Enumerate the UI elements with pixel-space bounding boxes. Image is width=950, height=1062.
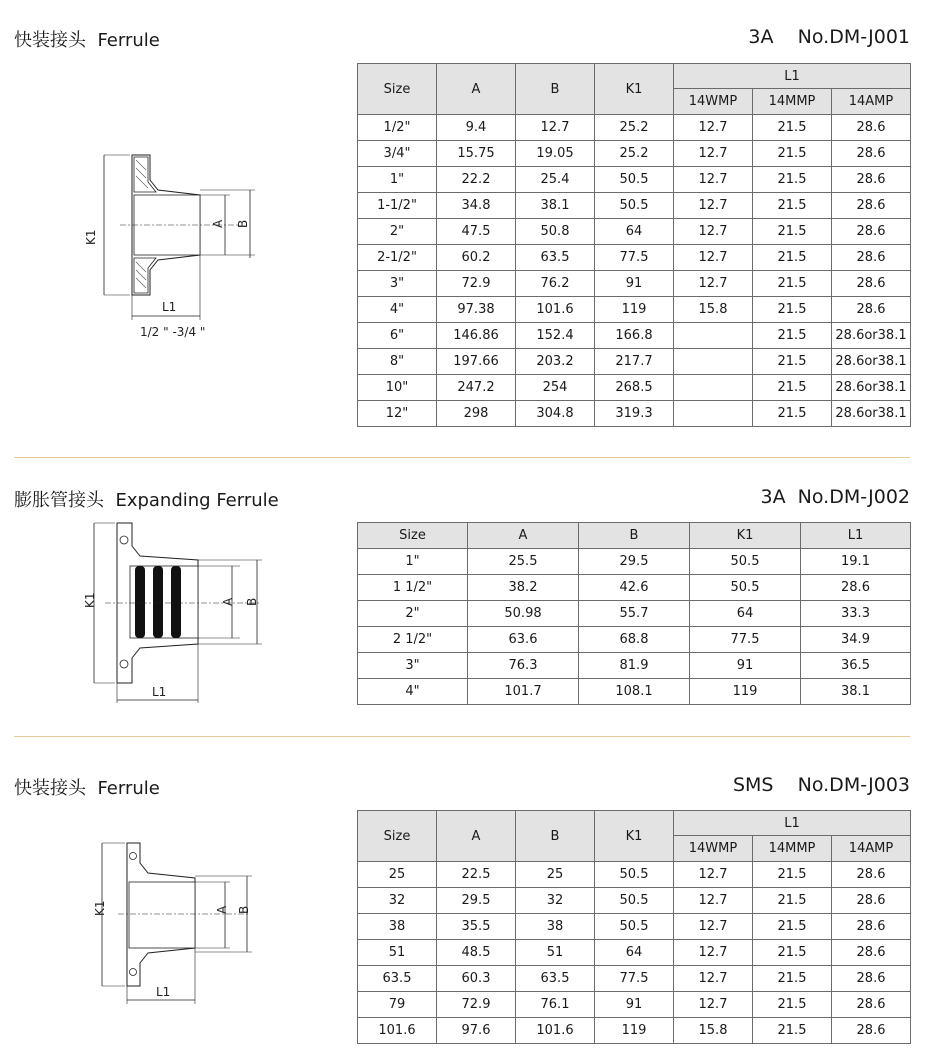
table-cell: 19.1 — [801, 549, 911, 575]
header-a: A — [468, 523, 579, 549]
table-cell: 51 — [516, 940, 595, 966]
table-row — [358, 992, 911, 1018]
table-cell: 146.86 — [437, 323, 516, 349]
table-cell: 21.5 — [753, 992, 832, 1018]
table-cell: 4" — [358, 297, 437, 323]
table-cell: 25.4 — [516, 167, 595, 193]
b-label-1: B — [236, 219, 250, 228]
k1-label-2: K1 — [83, 592, 97, 608]
table-row — [358, 627, 911, 653]
table-cell: 21.5 — [753, 966, 832, 992]
header-size: Size — [358, 64, 437, 115]
table-cell: 21.5 — [753, 167, 832, 193]
table-cell: 1-1/2" — [358, 193, 437, 219]
table-cell: 50.98 — [468, 601, 579, 627]
table-row — [358, 193, 911, 219]
table-row — [358, 679, 911, 705]
table-cell: 76.2 — [516, 271, 595, 297]
table-cell: 63.5 — [516, 966, 595, 992]
section-3-title: 快装接头 Ferrule — [14, 778, 160, 799]
table-cell: 19.05 — [516, 141, 595, 167]
ferrule-drawing-3 — [90, 838, 270, 1008]
table-row — [358, 115, 911, 141]
table-row — [358, 862, 911, 888]
header-l1: L1 — [674, 64, 911, 89]
table-cell: 9.4 — [437, 115, 516, 141]
table-cell: 21.5 — [753, 888, 832, 914]
table-cell: 97.38 — [437, 297, 516, 323]
header-k1: K1 — [595, 811, 674, 862]
table-cell: 2 1/2" — [358, 627, 468, 653]
table-cell: 28.6 — [832, 271, 911, 297]
header-l1: L1 — [801, 523, 911, 549]
table-cell: 51 — [358, 940, 437, 966]
table-cell: 28.6 — [832, 167, 911, 193]
table-cell: 64 — [690, 601, 801, 627]
table-cell: 28.6 — [832, 193, 911, 219]
table-cell: 21.5 — [753, 297, 832, 323]
table-cell: 38 — [358, 914, 437, 940]
table-cell: 33.3 — [801, 601, 911, 627]
table-cell: 12.7 — [674, 966, 753, 992]
table-row — [358, 245, 911, 271]
table-cell: 2" — [358, 219, 437, 245]
table-cell: 12.7 — [674, 115, 753, 141]
header-14wmp: 14WMP — [674, 89, 753, 115]
table-cell: 22.2 — [437, 167, 516, 193]
table-cell: 298 — [437, 401, 516, 427]
table-cell: 2-1/2" — [358, 245, 437, 271]
table-cell: 28.6or38.1 — [832, 323, 911, 349]
section-2-title: 膨胀管接头 Expanding Ferrule — [14, 490, 279, 511]
table-cell: 21.5 — [753, 245, 832, 271]
table-cell: 28.6 — [832, 245, 911, 271]
table-cell: 15.75 — [437, 141, 516, 167]
table-cell: 8" — [358, 349, 437, 375]
table-cell: 1/2" — [358, 115, 437, 141]
table-cell: 63.6 — [468, 627, 579, 653]
header-14wmp: 14WMP — [674, 836, 753, 862]
table-row — [358, 601, 911, 627]
gasket-ring-1 — [135, 566, 145, 638]
header-b: B — [516, 811, 595, 862]
table-cell: 28.6or38.1 — [832, 401, 911, 427]
table-cell: 101.6 — [358, 1018, 437, 1044]
table-cell: 35.5 — [437, 914, 516, 940]
table-cell: 50.5 — [595, 193, 674, 219]
b-label-3: B — [237, 905, 251, 914]
table-cell: 50.8 — [516, 219, 595, 245]
table-cell: 72.9 — [437, 992, 516, 1018]
table-cell: 55.7 — [579, 601, 690, 627]
table-cell: 21.5 — [753, 375, 832, 401]
table-row — [358, 297, 911, 323]
table-cell: 28.6 — [832, 992, 911, 1018]
table-cell: 76.1 — [516, 992, 595, 1018]
table-cell: 60.3 — [437, 966, 516, 992]
table-cell: 2" — [358, 601, 468, 627]
header-b: B — [579, 523, 690, 549]
section-1-title: 快装接头 Ferrule — [14, 30, 160, 51]
table-cell: 152.4 — [516, 323, 595, 349]
header-a: A — [437, 64, 516, 115]
header-k1: K1 — [595, 64, 674, 115]
table-cell: 12.7 — [674, 888, 753, 914]
spec-table-1 — [357, 63, 911, 427]
table-cell: 21.5 — [753, 141, 832, 167]
table-cell: 247.2 — [437, 375, 516, 401]
table-cell: 21.5 — [753, 1018, 832, 1044]
table-row — [358, 349, 911, 375]
table-cell: 21.5 — [753, 271, 832, 297]
table-row — [358, 914, 911, 940]
table-cell: 12.7 — [674, 167, 753, 193]
header-l1: L1 — [674, 811, 911, 836]
table-cell: 28.6or38.1 — [832, 349, 911, 375]
table-cell: 108.1 — [579, 679, 690, 705]
header-k1: K1 — [690, 523, 801, 549]
table-cell: 63.5 — [516, 245, 595, 271]
table-cell: 63.5 — [358, 966, 437, 992]
table-cell: 21.5 — [753, 349, 832, 375]
table-cell: 12.7 — [674, 219, 753, 245]
table-cell: 50.5 — [595, 167, 674, 193]
table-cell — [674, 349, 753, 375]
table-cell: 304.8 — [516, 401, 595, 427]
l1-label-1: L1 — [162, 300, 177, 314]
table-cell: 91 — [595, 271, 674, 297]
table-cell: 28.6 — [832, 862, 911, 888]
table-cell: 3" — [358, 271, 437, 297]
table-cell: 77.5 — [690, 627, 801, 653]
table-cell: 28.6 — [832, 115, 911, 141]
section-divider-2 — [14, 736, 910, 737]
table-row — [358, 167, 911, 193]
drawing-caption: 1/2 " -3/4 " — [140, 325, 206, 339]
table-row — [358, 653, 911, 679]
table-row — [358, 966, 911, 992]
k1-label-3: K1 — [93, 900, 107, 916]
table-cell: 12" — [358, 401, 437, 427]
table-cell: 28.6 — [801, 575, 911, 601]
table-cell: 38.2 — [468, 575, 579, 601]
table-cell — [674, 375, 753, 401]
section-3-code: SMS No.DM-J003 — [732, 774, 910, 796]
table-cell: 12.7 — [516, 115, 595, 141]
table-row — [358, 271, 911, 297]
table-cell: 101.6 — [516, 1018, 595, 1044]
table-cell: 166.8 — [595, 323, 674, 349]
table-cell: 50.5 — [595, 862, 674, 888]
table-cell: 268.5 — [595, 375, 674, 401]
table-cell: 21.5 — [753, 914, 832, 940]
table-cell: 50.5 — [690, 575, 801, 601]
header-a: A — [437, 811, 516, 862]
table-cell: 1" — [358, 549, 468, 575]
table-cell: 119 — [690, 679, 801, 705]
table-cell: 77.5 — [595, 966, 674, 992]
table-cell — [674, 401, 753, 427]
table-cell: 36.5 — [801, 653, 911, 679]
table-cell: 29.5 — [579, 549, 690, 575]
table-row — [358, 575, 911, 601]
table-cell: 97.6 — [437, 1018, 516, 1044]
table-row — [358, 940, 911, 966]
table-cell: 15.8 — [674, 297, 753, 323]
table-row — [358, 141, 911, 167]
table-cell: 12.7 — [674, 940, 753, 966]
a-label-2: A — [221, 597, 235, 606]
table-cell: 197.66 — [437, 349, 516, 375]
table-cell: 68.8 — [579, 627, 690, 653]
table-cell: 28.6or38.1 — [832, 375, 911, 401]
table-cell: 25.5 — [468, 549, 579, 575]
table-row — [358, 888, 911, 914]
table-cell: 32 — [358, 888, 437, 914]
table-cell: 25.2 — [595, 115, 674, 141]
table-cell: 72.9 — [437, 271, 516, 297]
table-cell: 254 — [516, 375, 595, 401]
header-b: B — [516, 64, 595, 115]
table-cell: 21.5 — [753, 323, 832, 349]
table-cell: 60.2 — [437, 245, 516, 271]
table-cell: 38.1 — [516, 193, 595, 219]
table-cell: 21.5 — [753, 940, 832, 966]
table-cell — [674, 323, 753, 349]
section-1-code: 3A No.DM-J001 — [748, 26, 910, 48]
table-cell: 21.5 — [753, 115, 832, 141]
section-divider-1 — [14, 457, 910, 458]
table-cell: 28.6 — [832, 1018, 911, 1044]
table-cell: 25 — [516, 862, 595, 888]
table-cell: 25.2 — [595, 141, 674, 167]
table-row — [358, 323, 911, 349]
table-cell: 101.7 — [468, 679, 579, 705]
table-cell: 28.6 — [832, 940, 911, 966]
table-cell: 119 — [595, 297, 674, 323]
table-cell: 22.5 — [437, 862, 516, 888]
table-cell: 28.6 — [832, 219, 911, 245]
table-cell: 3" — [358, 653, 468, 679]
a-label-3: A — [215, 905, 229, 914]
table-cell: 50.5 — [595, 888, 674, 914]
table-cell: 79 — [358, 992, 437, 1018]
header-14mmp: 14MMP — [753, 836, 832, 862]
table-cell: 50.5 — [595, 914, 674, 940]
table-cell: 15.8 — [674, 1018, 753, 1044]
table-cell: 12.7 — [674, 862, 753, 888]
header-size: Size — [358, 811, 437, 862]
table-cell: 12.7 — [674, 141, 753, 167]
table-row — [358, 375, 911, 401]
table-cell: 34.8 — [437, 193, 516, 219]
gasket-ring-2 — [153, 566, 163, 638]
table-cell: 64 — [595, 940, 674, 966]
gasket-ring-3 — [171, 566, 181, 638]
table-row — [358, 549, 911, 575]
table-cell: 76.3 — [468, 653, 579, 679]
l1-label-2: L1 — [152, 685, 167, 699]
table-cell: 12.7 — [674, 193, 753, 219]
table-cell: 12.7 — [674, 914, 753, 940]
table-cell: 21.5 — [753, 193, 832, 219]
table-cell: 10" — [358, 375, 437, 401]
table-row — [358, 219, 911, 245]
table-cell: 38.1 — [801, 679, 911, 705]
header-size: Size — [358, 523, 468, 549]
b-label-2: B — [245, 597, 259, 606]
table-cell: 3/4" — [358, 141, 437, 167]
table-cell: 29.5 — [437, 888, 516, 914]
table-cell: 48.5 — [437, 940, 516, 966]
table-cell: 12.7 — [674, 992, 753, 1018]
header-14mmp: 14MMP — [753, 89, 832, 115]
table-cell: 34.9 — [801, 627, 911, 653]
table-cell: 64 — [595, 219, 674, 245]
table-cell: 32 — [516, 888, 595, 914]
table-cell: 21.5 — [753, 401, 832, 427]
table-cell: 1 1/2" — [358, 575, 468, 601]
ferrule-drawing-1 — [84, 150, 270, 350]
spec-table-2 — [357, 522, 911, 705]
table-row — [358, 1018, 911, 1044]
table-cell: 319.3 — [595, 401, 674, 427]
table-row — [358, 401, 911, 427]
k1-label-1: K1 — [84, 229, 98, 245]
table-cell: 28.6 — [832, 966, 911, 992]
spec-table-3 — [357, 810, 911, 1044]
l1-label-3: L1 — [156, 985, 171, 999]
table-cell: 38 — [516, 914, 595, 940]
table-cell: 50.5 — [690, 549, 801, 575]
header-14amp: 14AMP — [832, 89, 911, 115]
table-cell: 42.6 — [579, 575, 690, 601]
table-cell: 91 — [690, 653, 801, 679]
table-cell: 28.6 — [832, 888, 911, 914]
table-cell: 47.5 — [437, 219, 516, 245]
table-cell: 28.6 — [832, 914, 911, 940]
table-cell: 21.5 — [753, 219, 832, 245]
table-cell: 28.6 — [832, 141, 911, 167]
table-cell: 1" — [358, 167, 437, 193]
table-cell: 6" — [358, 323, 437, 349]
table-cell: 28.6 — [832, 297, 911, 323]
table-cell: 101.6 — [516, 297, 595, 323]
table-cell: 12.7 — [674, 245, 753, 271]
table-cell: 91 — [595, 992, 674, 1018]
table-cell: 217.7 — [595, 349, 674, 375]
a-label-1: A — [211, 219, 225, 228]
table-cell: 4" — [358, 679, 468, 705]
table-cell: 12.7 — [674, 271, 753, 297]
table-cell: 81.9 — [579, 653, 690, 679]
expanding-ferrule-drawing — [80, 518, 270, 708]
table-cell: 25 — [358, 862, 437, 888]
table-cell: 21.5 — [753, 862, 832, 888]
section-2-code: 3A No.DM-J002 — [760, 486, 910, 508]
header-14amp: 14AMP — [832, 836, 911, 862]
table-cell: 203.2 — [516, 349, 595, 375]
table-cell: 77.5 — [595, 245, 674, 271]
table-cell: 119 — [595, 1018, 674, 1044]
